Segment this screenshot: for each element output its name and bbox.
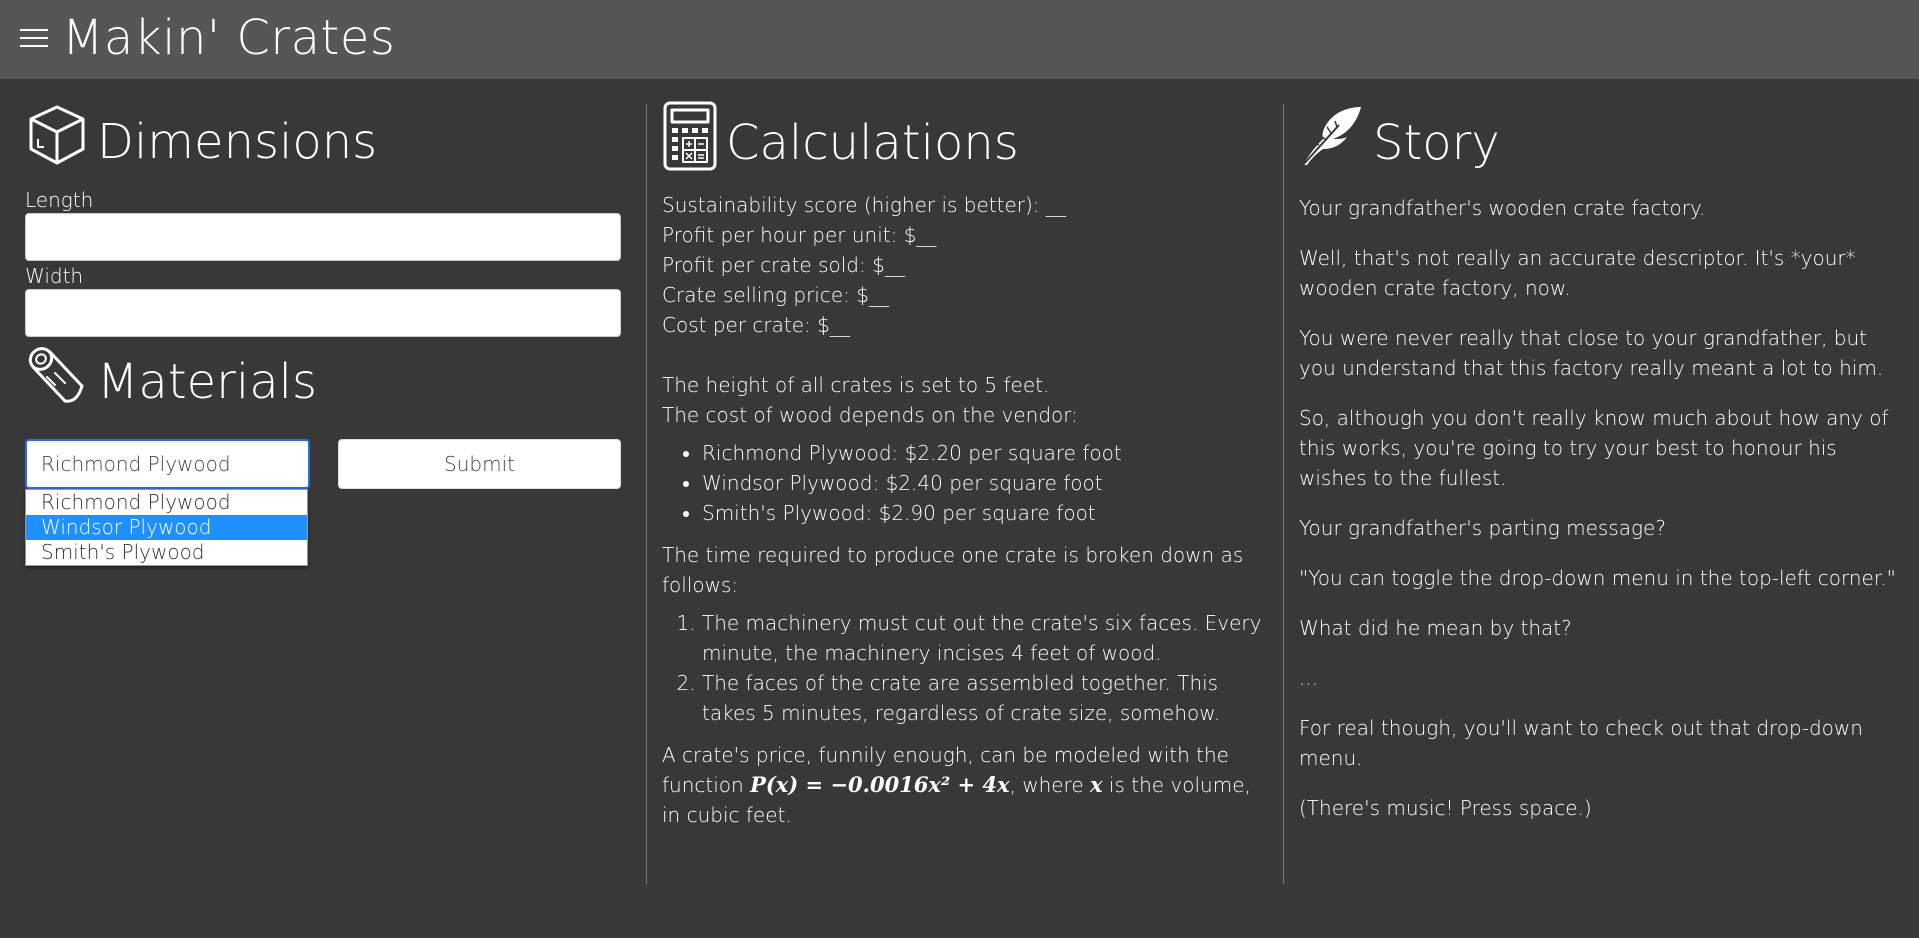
time-intro: The time required to produce one crate is broken down as follows: [662, 543, 1244, 597]
hamburger-menu-icon[interactable] [20, 27, 48, 49]
story-paragraph: "You can toggle the drop-down menu in the top-left corner." [1299, 566, 1896, 590]
vendor-select[interactable]: Richmond Plywood [25, 439, 310, 489]
calculations-heading [662, 100, 1262, 186]
story-paragraph: Your grandfather's parting message? [1299, 516, 1666, 540]
price-prefix: A crate's price, funnily enough, can be modeled with the function [662, 743, 1229, 797]
left-column [25, 103, 621, 564]
vendor-option[interactable]: Smith's Plywood [41, 540, 205, 564]
length-label: Length [25, 188, 94, 212]
price-formula: P(x) = −0.0016x² + 4x [750, 772, 1010, 797]
story-paragraph: What did he mean by that? [1299, 616, 1572, 640]
length-input[interactable] [25, 213, 621, 261]
story-heading [1299, 103, 1899, 183]
submit-button[interactable]: Submit [338, 439, 621, 489]
cost-per-crate: Cost per crate: $__ [662, 313, 850, 337]
vendor-dropdown-list [25, 489, 308, 566]
width-label: Width [25, 264, 84, 288]
selling-price: Crate selling price: $__ [662, 283, 889, 307]
story-paragraph: (There's music! Press space.) [1299, 796, 1592, 820]
vendor-note: The cost of wood depends on the vendor: [662, 403, 1078, 427]
price-variable: x [1090, 772, 1103, 797]
vendor-price-item: • Richmond Plywood: $2.20 per square foot [702, 438, 1262, 468]
log-icon [25, 343, 89, 421]
vendor-option-highlighted[interactable]: Windsor Plywood [26, 515, 307, 540]
story-text [1299, 193, 1899, 823]
production-steps [702, 608, 1262, 728]
production-step: 1. The machinery must cut out the crate's six faces. Every minute, the machinery incises 4 feet of wood. [702, 608, 1262, 668]
story-column [1299, 103, 1899, 843]
column-divider [1283, 104, 1284, 884]
story-paragraph: ... [1299, 666, 1319, 690]
price-model [662, 740, 1262, 830]
calculations-column [662, 100, 1262, 830]
column-divider [646, 104, 647, 884]
materials-heading-text: Materials [97, 354, 318, 410]
dimensions-heading [25, 103, 621, 181]
calculations-heading-text: Calculations [726, 115, 1019, 171]
story-heading-text: Story [1373, 115, 1500, 171]
story-paragraph: You were never really that close to your grandfather, but you understand that this factory really meant a lot to him. [1299, 326, 1884, 380]
price-suffix: is the volume, in cubic feet. [662, 773, 1251, 827]
story-paragraph: So, although you don't really know much about how any of this works, you're going to try your best to honour his wishes to the fullest. [1299, 406, 1889, 490]
story-paragraph: Your grandfather's wooden crate factory. [1299, 196, 1706, 220]
vendor-price-list [702, 438, 1262, 528]
calculator-icon [662, 100, 718, 186]
app-title: Makin' Crates [62, 10, 396, 66]
vendor-option[interactable]: Richmond Plywood [41, 490, 231, 514]
production-step: 2. The faces of the crate are assembled together. This takes 5 minutes, regardless of crate size, somehow. [702, 668, 1262, 728]
sustainability-score: Sustainability score (higher is better): __ [662, 193, 1066, 217]
story-paragraph: For real though, you'll want to check out that drop-down menu. [1299, 716, 1863, 770]
materials-heading [25, 343, 621, 421]
profit-per-crate: Profit per crate sold: $__ [662, 253, 905, 277]
dimensions-heading-text: Dimensions [97, 114, 378, 170]
profit-per-hour: Profit per hour per unit: $__ [662, 223, 937, 247]
top-bar [0, 0, 1919, 79]
width-input[interactable] [25, 289, 621, 337]
vendor-price-item: • Windsor Plywood: $2.40 per square foot [702, 468, 1262, 498]
stats-block [662, 190, 1262, 340]
cube-icon [25, 103, 89, 181]
feather-icon [1299, 103, 1365, 183]
story-paragraph: Well, that's not really an accurate descriptor. It's *your* wooden crate factory, now. [1299, 246, 1856, 300]
vendor-price-item: • Smith's Plywood: $2.90 per square foot [702, 498, 1262, 528]
price-mid: , where [1009, 773, 1090, 797]
height-note: The height of all crates is set to 5 feet. [662, 373, 1050, 397]
